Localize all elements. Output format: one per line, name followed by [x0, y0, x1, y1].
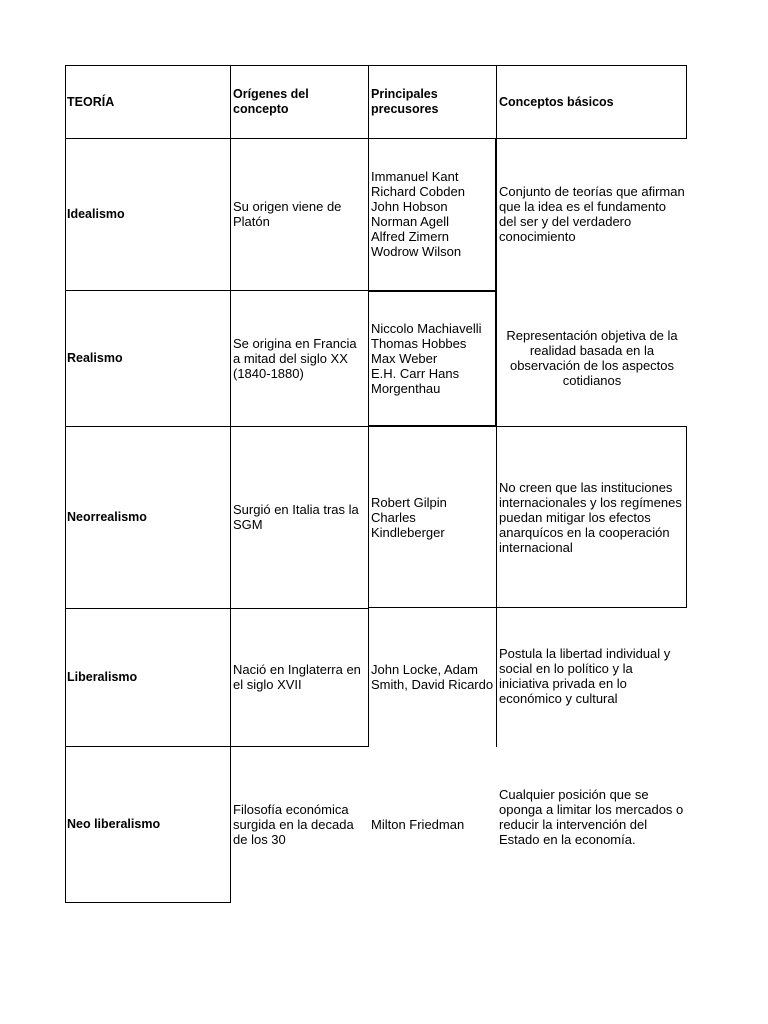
grid-row-divider-1 [65, 290, 369, 291]
grid-neorrealismo-concept-right [686, 426, 687, 608]
row-neorrealismo-origin: Surgió en Italia tras la SGM [233, 502, 359, 532]
grid-precursors-thick-edge [495, 138, 497, 426]
row-liberalismo-concepts: Postula la libertad individual y social en lo político y la iniciativa privada en lo económico y cultural [499, 646, 671, 706]
grid-neorrealismo-concept-top [496, 426, 687, 427]
row-neoliberalismo-origin: Filosofía económica surgida en la decada de los 30 [233, 801, 354, 847]
grid-bottom-border [65, 902, 231, 903]
row-neoliberalismo-concepts: Cualquier posición que se oponga a limitar los mercados o reducir la intervención del Estado en la economía. [499, 787, 684, 847]
grid-col-divider-1 [230, 65, 231, 903]
row-realismo-theory: Realismo [67, 350, 123, 365]
grid-row-divider-2 [65, 426, 369, 427]
row-idealismo-theory: Idealismo [67, 206, 125, 221]
grid-col-divider-2 [368, 65, 369, 747]
row-idealismo-origin: Su origen viene de Platón [233, 199, 342, 229]
grid-right-border-header [686, 65, 687, 139]
grid-header-divider [65, 138, 687, 139]
grid-precursors-thick-divider [368, 290, 497, 292]
row-idealismo-concepts: Conjunto de teorías que afirman que la idea es el fundamento del ser y del verdadero conocimiento [499, 184, 685, 244]
grid-row-divider-4 [65, 746, 369, 747]
grid-top-border [65, 65, 687, 66]
row-neorrealismo-concepts: No creen que las instituciones internacionales y los regímenes puedan mitigar los efectos anarquícos en la cooperación internacional [499, 479, 682, 555]
row-neorrealismo-theory: Neorrealismo [67, 509, 147, 524]
header-conceptos: Conceptos básicos [499, 94, 614, 109]
row-neoliberalismo-precursors: Milton Friedman [371, 816, 465, 832]
grid-neorrealismo-bottom [368, 607, 687, 608]
row-realismo-origin: Se origina en Francia a mitad del siglo XX (1840-1880) [233, 335, 357, 381]
header-origenes: Orígenes del concepto [233, 87, 309, 116]
header-teoria: TEORÍA [67, 94, 115, 109]
row-neoliberalismo-theory: Neo liberalismo [67, 816, 161, 831]
row-liberalismo-precursors: John Locke, Adam Smith, David Ricardo [371, 662, 494, 692]
header-precursores: Principales precusores [371, 87, 439, 116]
row-realismo-concepts: Representación objetiva de la realidad basada en la observación de los aspectos cotidianos [506, 328, 678, 388]
grid-left-border [65, 65, 66, 903]
grid-row-divider-3 [65, 608, 369, 609]
row-liberalismo-theory: Liberalismo [67, 669, 138, 684]
row-liberalismo-origin: Nació en Inglaterra en el siglo XVII [233, 662, 361, 692]
row-idealismo-precursors: Immanuel Kant Richard Cobden John Hobson Norman Agell Alfred Zimern Wodrow Wilson [371, 169, 465, 259]
row-realismo-precursors: Niccolo Machiavelli Thomas Hobbes Max Weber E.H. Carr Hans Morgenthau [371, 320, 482, 396]
grid-precursors-thick-bottom [368, 425, 497, 427]
row-neorrealismo-precursors: Robert Gilpin Charles Kindleberger [371, 494, 447, 540]
